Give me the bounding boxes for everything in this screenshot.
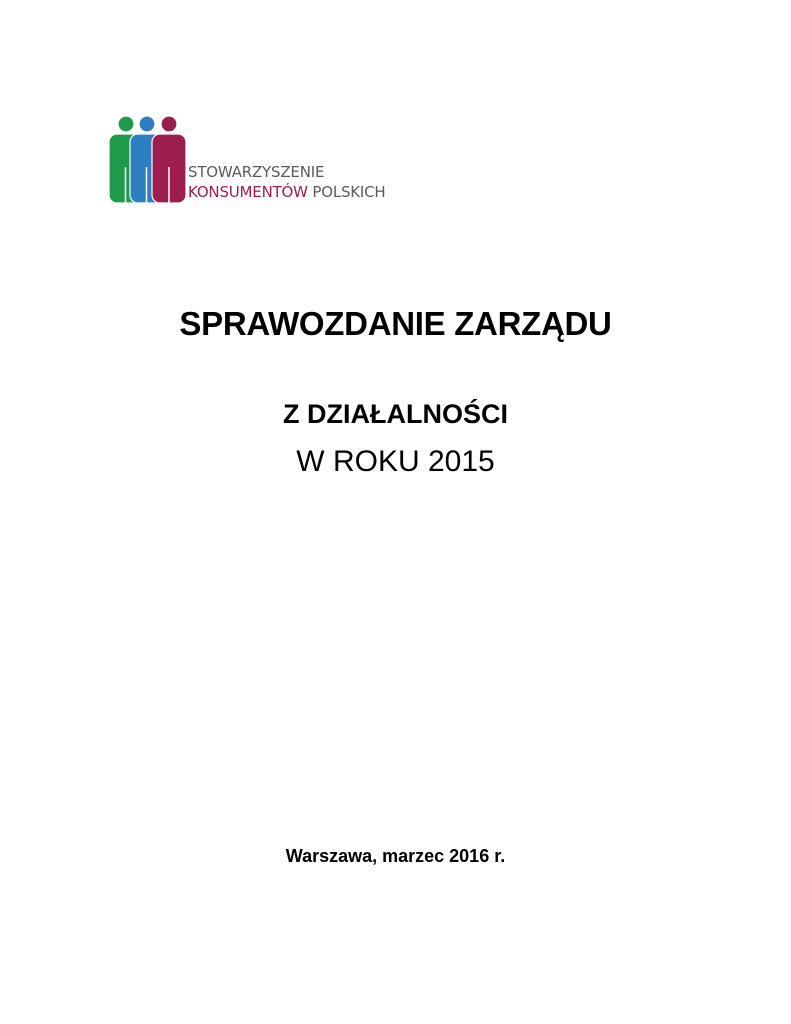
- organization-logo: [108, 115, 428, 207]
- logo-wordmark: [188, 162, 386, 202]
- logo-line-2: [188, 182, 386, 202]
- three-people-logo-icon: [108, 115, 188, 205]
- logo-line-2-highlight: KONSUMENTÓW: [188, 183, 308, 201]
- document-place-date: Warszawa, marzec 2016 r.: [285, 846, 506, 866]
- document-subtitle: Z DZIAŁALNOŚCI: [283, 399, 508, 429]
- document-year-line: W ROKU 2015: [296, 445, 495, 478]
- document-title: SPRAWOZDANIE ZARZĄDU: [179, 305, 612, 342]
- logo-line-1: STOWARZYSZENIE: [188, 163, 325, 181]
- logo-line-2-rest: POLSKICH: [307, 183, 386, 201]
